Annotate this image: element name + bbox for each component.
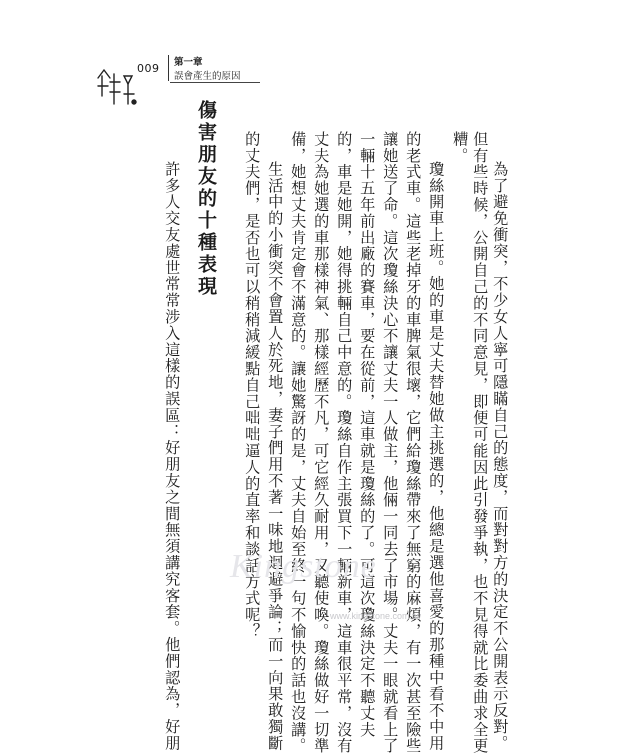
text-column: 瓊絲開車上班。她的車是丈夫替她做主挑選的，他總是選他喜愛的那種中看不中用 [427, 161, 446, 752]
text-column: 備，她想丈夫肯定會不滿意的。讓她驚訝的是，丈夫自始至終一句不愉快的話也沒講。 [289, 131, 308, 754]
text-column: 丈夫為她選的車那樣神氣、那樣經歷不凡，可它經久耐用，又聽使喚。瓊絲做好一切準 [312, 131, 331, 754]
chapter-label: 第一章 [174, 57, 203, 68]
header-doodle-illustration [96, 66, 140, 108]
text-column: 讓她送了命。這次瓊絲決心不讓丈夫一人做主，他倆一同去了市場。丈夫一眼就看上了 [381, 131, 400, 754]
text-column: 的丈夫們，是否也可以稍稍減緩點自己咄咄逼人的直率和談話方式呢？ [243, 131, 262, 640]
text-column: 的，車是她開，她得挑輛自己中意的。瓊絲自作主張買下一輛新車，這車很平常，沒有 [335, 131, 354, 754]
watermark-logo: Kingstone [230, 548, 377, 585]
section-heading: 傷害朋友的十種表現 [195, 100, 217, 298]
text-column: 許多人交友處世常常涉入這樣的誤區：好朋友之間無須講究客套。他們認為，好朋 [163, 161, 182, 752]
watermark-url: www.kingstone.com.tw [330, 611, 422, 621]
text-column: 糟。 [451, 131, 470, 164]
text-column: 但有些時候，公開自己的不同意見，即便可能因此引發爭執，也不見得就比委曲求全更 [471, 131, 490, 754]
chapter-title: 誤會產生的原因 [174, 71, 241, 82]
page-number: 009 [137, 62, 160, 75]
header-divider [168, 55, 169, 81]
text-column: 的老式車。這些老掉牙的車脾氣很壞，它們給瓊絲帶來了無窮的麻煩，有一次甚至險些 [404, 131, 423, 754]
text-column: 一輛十五年前出廠的賽車，要在從前，這車就是瓊絲的了。可這次瓊絲決定不聽丈夫 [358, 131, 377, 738]
text-column: 為了避免衝突，不少女人寧可隱瞞自己的態度，而對對方的決定不公開表示反對。 [491, 161, 510, 752]
header-rule [170, 82, 260, 83]
text-column: 生活中的小衝突不會置人於死地，妻子們用不著一味地迴避爭論；而一向果敢獨斷 [266, 161, 285, 752]
